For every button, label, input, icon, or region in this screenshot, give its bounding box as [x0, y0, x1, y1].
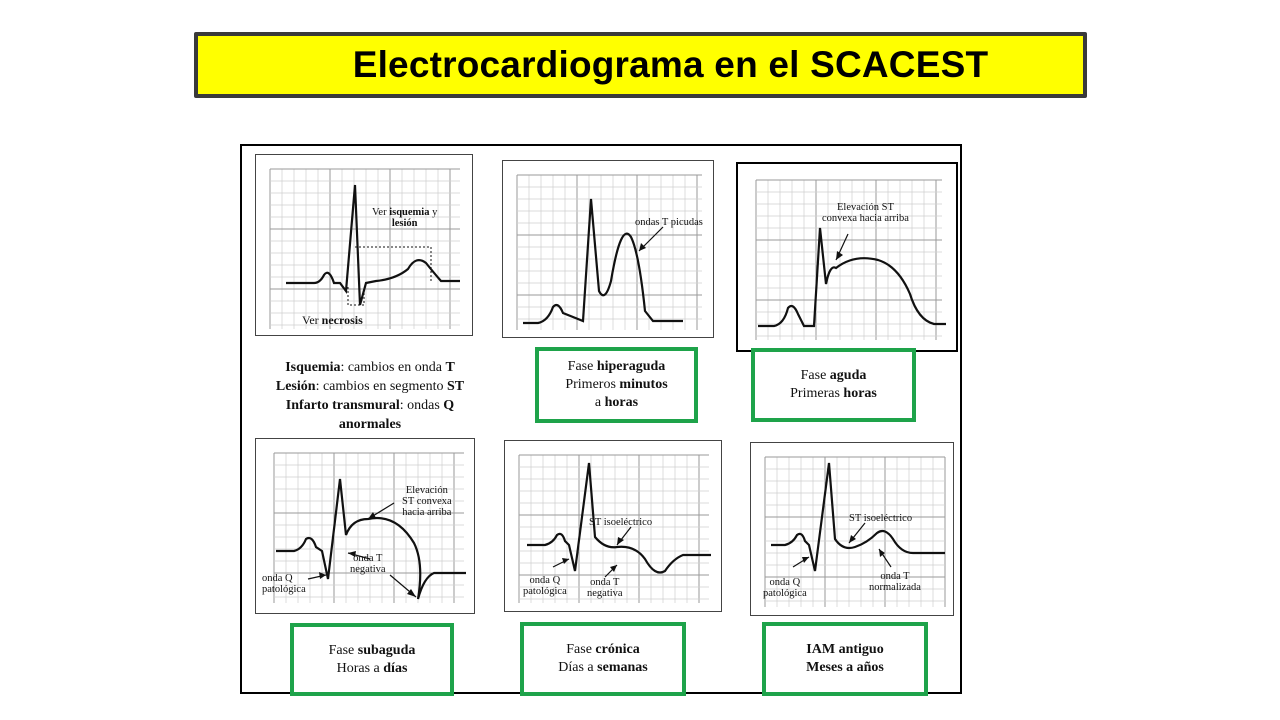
caption-iam-antiguo: IAM antiguo Meses a años — [762, 622, 928, 696]
page-title: Electrocardiograma en el SCACEST — [352, 44, 989, 85]
ecg-grid — [517, 175, 702, 330]
annotation-st-isoelectrico-cronica: ST isoeléctrico — [589, 517, 653, 528]
title-banner — [194, 32, 1087, 98]
ecg-panel-cronica — [504, 440, 722, 612]
annotation-onda-t-cronica: onda T negativa — [587, 577, 623, 599]
ecg-panel-subaguda — [255, 438, 475, 614]
ecg-panel-reference — [255, 154, 473, 336]
caption-cronica: Fase crónica Días a semanas — [520, 622, 686, 696]
ecg-trace-reference — [256, 155, 474, 337]
annotation-onda-t-negativa: onda T negativa — [350, 553, 386, 575]
annotation-necrosis: Ver necrosis — [302, 313, 363, 327]
ecg-trace-hiperaguda — [503, 161, 715, 339]
ecg-trace-aguda — [738, 164, 956, 350]
caption-subaguda: Fase subaguda Horas a días — [290, 623, 454, 696]
ecg-panel-aguda — [736, 162, 958, 352]
annotation-onda-t-normalizada: onda T normalizada — [869, 571, 921, 593]
annotation-st-isoelectrico-antiguo: ST isoeléctrico — [849, 513, 913, 524]
ecg-panel-hiperaguda — [502, 160, 714, 338]
annotation-elevacion-st-convexa: Elevación ST convexa hacia arriba — [402, 485, 452, 518]
annotation-onda-q-antiguo: onda Q patológica — [763, 577, 807, 599]
annotation-onda-q-cronica: onda Q patológica — [523, 575, 567, 597]
caption-aguda: Fase aguda Primeras horas — [751, 348, 916, 422]
caption-hiperaguda: Fase hiperaguda Primeros minutos a horas — [535, 347, 698, 423]
annotation-isquemia: Ver isquemia y lesión — [372, 207, 438, 229]
annotation-ondas-t: ondas T picudas — [635, 217, 703, 228]
ecg-figure — [240, 144, 962, 694]
ecg-panel-antiguo — [750, 442, 954, 616]
annotation-elevacion-st: Elevación ST convexa hacia arriba — [822, 202, 909, 224]
annotation-onda-q: onda Q patológica — [262, 573, 306, 595]
legend-text: Isquemia: cambios en onda T Lesión: cambios en segmento ST Infarto transmural: ondas Q anormales — [275, 360, 465, 432]
